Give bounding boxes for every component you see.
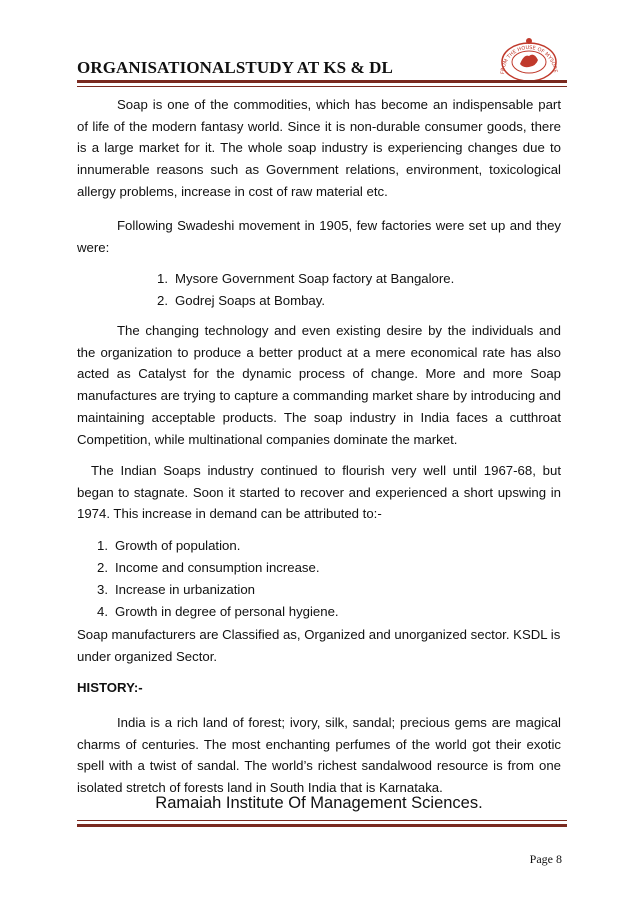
list-item — [97, 582, 255, 597]
company-logo — [496, 32, 562, 82]
list-item — [97, 560, 320, 575]
list-item — [157, 293, 325, 308]
footer-rule-thin — [77, 820, 567, 821]
list-item-text: Mysore Government Soap factory at Bangalore. — [175, 271, 455, 286]
paragraph-soap-intro: Soap is one of the commodities, which has become an indispensable part of life of the modern fantasy world. Since it is non-durable consumer goods, there is a large market for it. The whole soap industry is experiencing changes due to innumerable reasons such as Government relations, environment, toxicological allergy problems, increase in cost of raw material etc. — [77, 97, 561, 199]
header-title: ORGANISATIONALSTUDY AT KS & DL — [77, 58, 393, 77]
list-item — [157, 271, 454, 286]
history-heading: HISTORY:- — [77, 680, 143, 695]
list-item — [97, 538, 240, 553]
footer-institute: Ramaiah Institute Of Management Sciences. — [155, 794, 483, 812]
footer-rule-thick — [77, 824, 567, 827]
list-item — [97, 604, 339, 619]
list-item-text: Growth in degree of personal hygiene. — [115, 604, 339, 619]
list-item-number: 1. — [97, 538, 108, 553]
list-item-number: 4. — [97, 604, 108, 619]
list-item-number: 2. — [157, 293, 168, 308]
list-item-text: Godrej Soaps at Bombay. — [175, 293, 326, 308]
paragraph-changing-technology: The changing technology and even existing desire by the individuals and the organization to produce a better product at a mere economical rate has also acted as Catalyst for the dynamic process of change. More and more Soap manufactures are trying to capture a commanding market share by introducing and maintaining acceptable products. The soap industry in India faces a cutthroat Competition, while multinational companies dominate the market. — [77, 323, 561, 447]
list-item-number: 2. — [97, 560, 108, 575]
list-item-number: 1. — [157, 271, 168, 286]
paragraph-industry-growth: The Indian Soaps industry continued to flourish very well until 1967-68, but began to stagnate. Soon it started to recover and experienced a short upswing in 1974. This increase in demand can be attributed to:- — [77, 463, 561, 522]
paragraph-history: India is a rich land of forest; ivory, silk, sandal; precious gems are magical charms of centuries. The most enchanting perfumes of the world got their exotic spell with a twist of sandal. The world’s richest sandalwood resource is from one isolated stretch of forests land in South India that is Karnataka. — [77, 715, 561, 796]
header-rule-thick — [77, 80, 567, 83]
list-item-text: Growth of population. — [115, 538, 241, 553]
list-item-number: 3. — [97, 582, 108, 597]
list-item-text: Increase in urbanization — [115, 582, 256, 597]
paragraph-swadeshi: Following Swadeshi movement in 1905, few factories were set up and they were: — [77, 218, 561, 255]
paragraph-classification: Soap manufacturers are Classified as, Organized and unorganized sector. KSDL is under organized Sector. — [77, 627, 561, 664]
list-item-text: Income and consumption increase. — [115, 560, 320, 575]
logo-text: FROM THE HOUSE OF MYSORE — [499, 44, 558, 75]
page-number: Page 8 — [529, 852, 562, 866]
header-rule-thin — [77, 86, 567, 87]
